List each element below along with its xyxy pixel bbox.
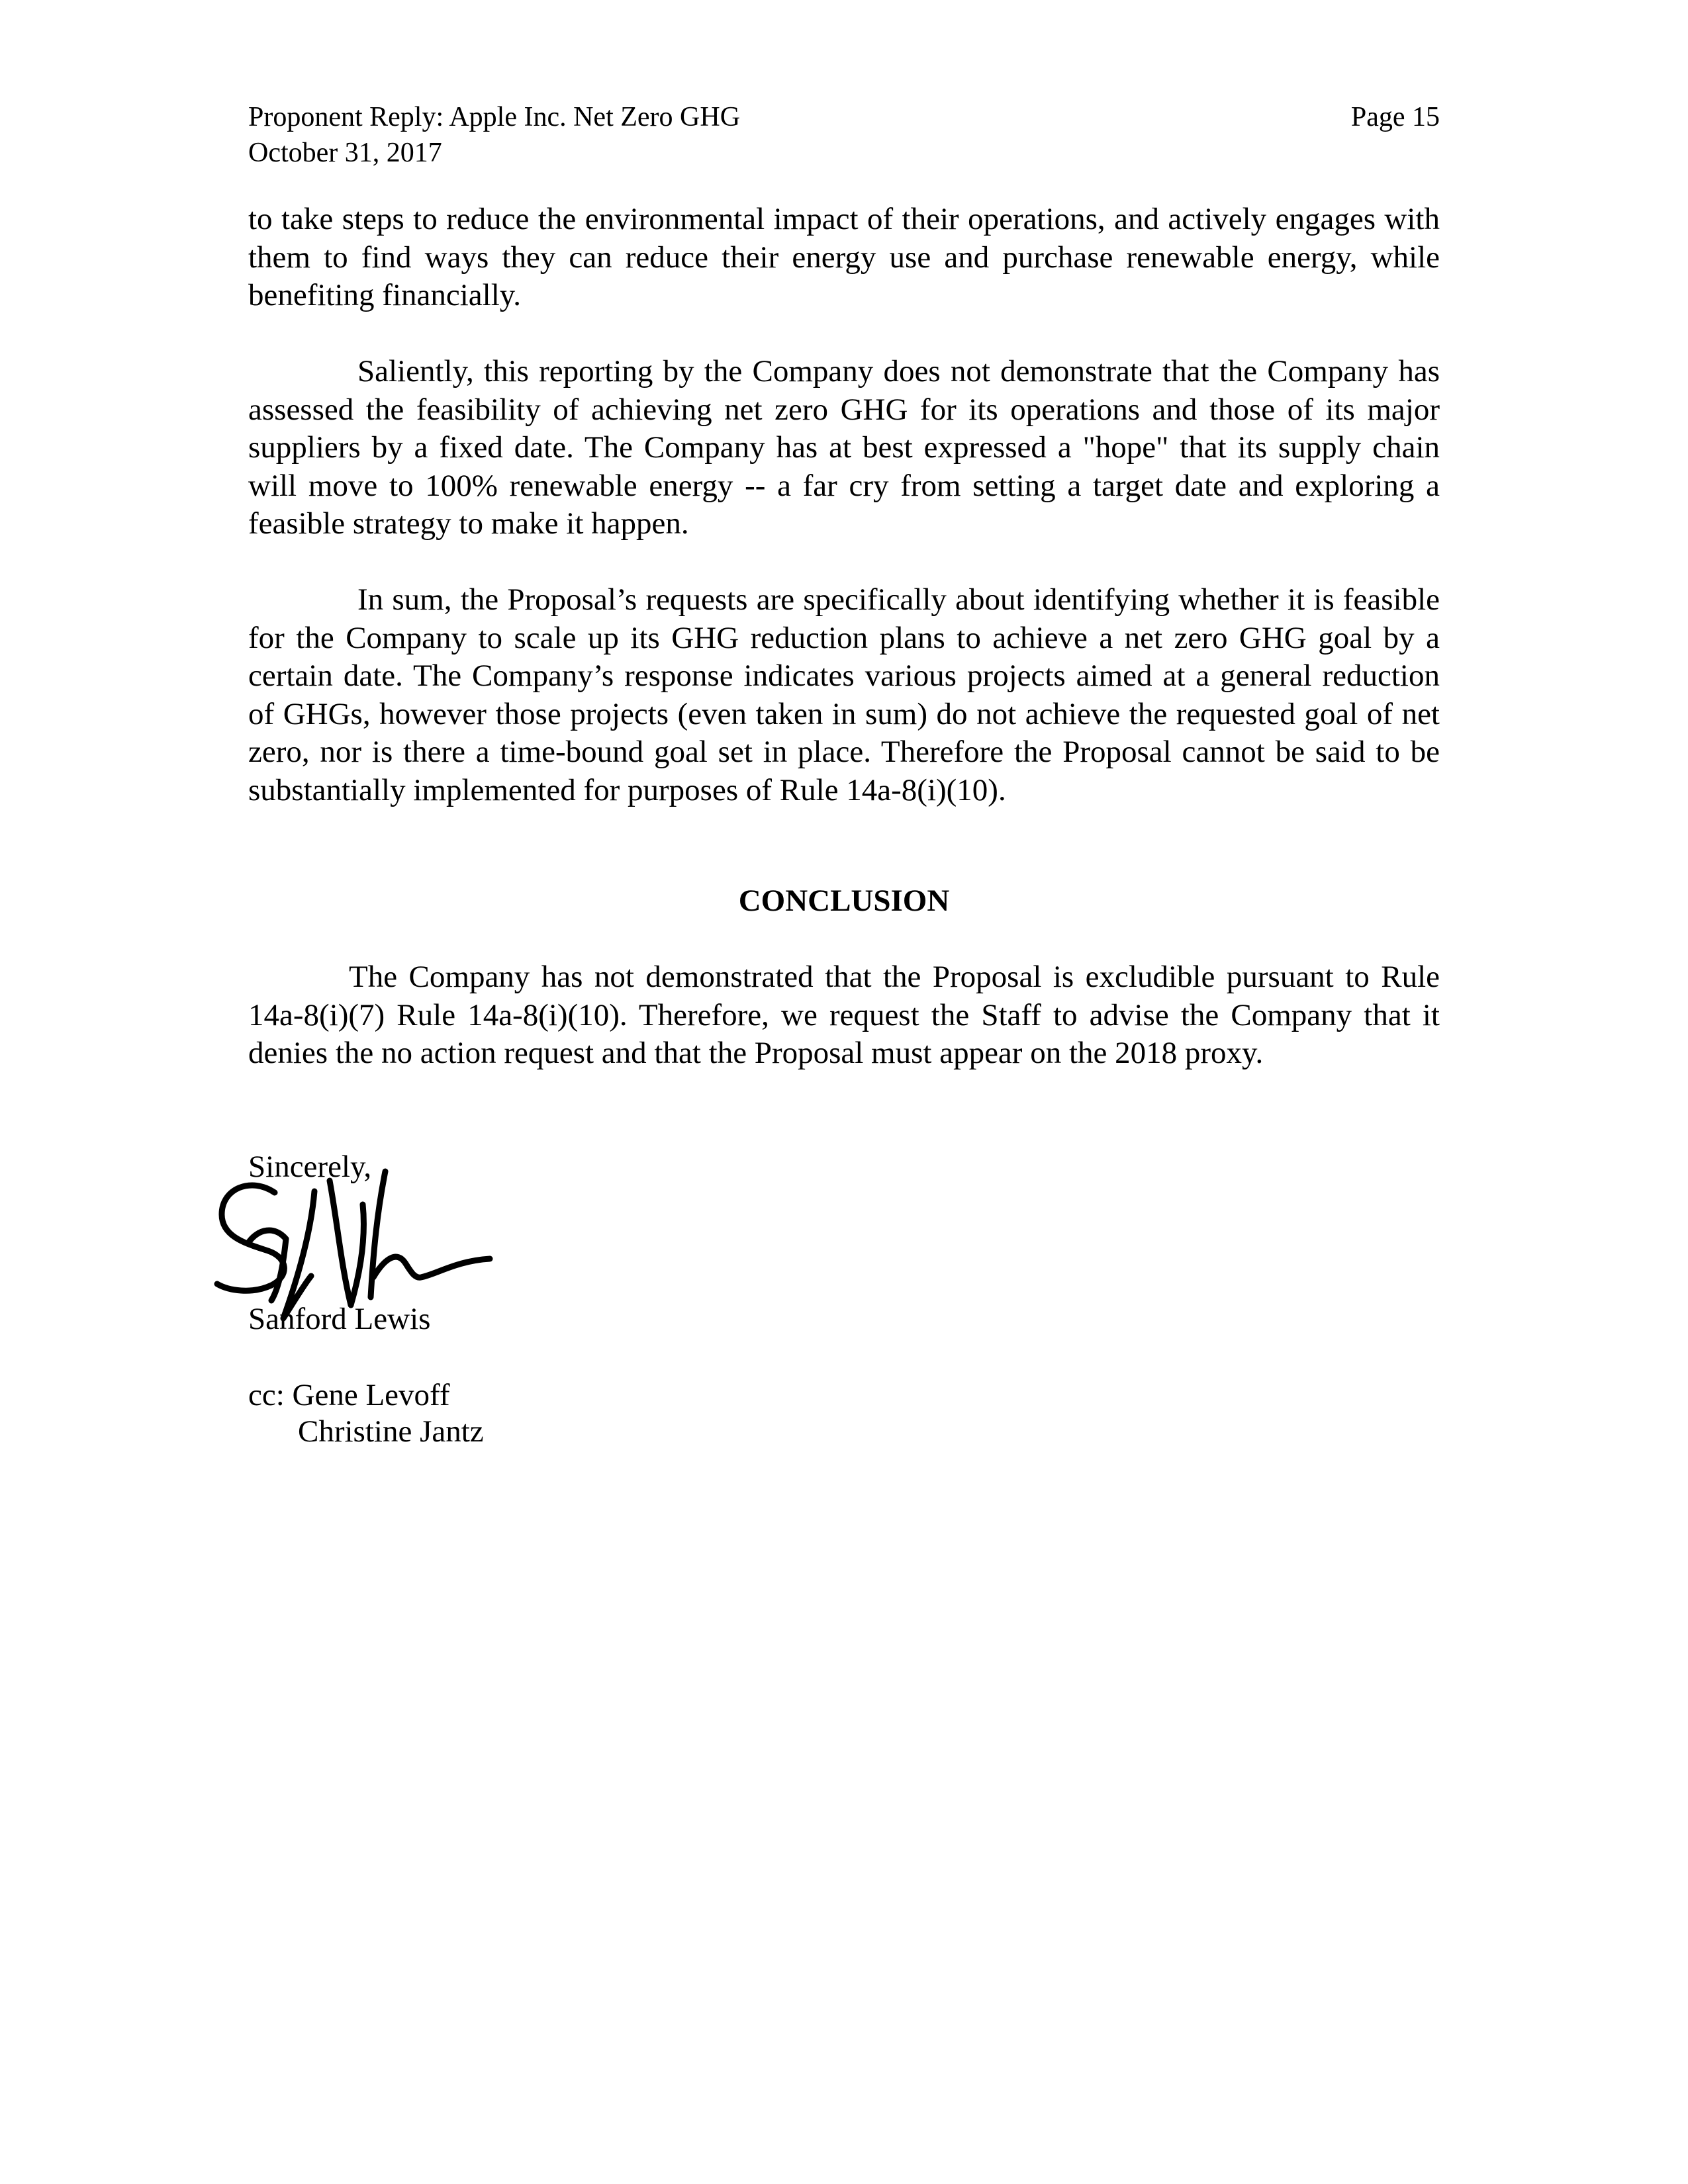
page-number: Page 15: [1350, 102, 1440, 132]
conclusion-heading: CONCLUSION: [738, 884, 950, 918]
body-paragraph-1: to take steps to reduce the environmental impact of their operations, and actively engages with them to find ways they can reduce their energy use and purchase renewable energy, while benefiting financially.: [248, 202, 1440, 312]
header-title: Proponent Reply: Apple Inc. Net Zero GHG: [248, 102, 741, 132]
page-header: [248, 99, 1440, 171]
header-row: [248, 99, 1440, 135]
cc-line-1: cc: Gene Levoff: [248, 1378, 450, 1412]
body-paragraph-2: Saliently, this reporting by the Company does not demonstrate that the Company has assessed the feasibility of achieving net zero GHG for its operations and those of its major suppliers by a fixed date. The Company has at best expressed a "hope" that its supply chain will move to 100% renewable energy -- a far cry from setting a target date and exploring a feasible strategy to make it happen.: [248, 354, 1440, 541]
body-paragraph-3: In sum, the Proposal’s requests are specifically about identifying whether it is feasible for the Company to scale up its GHG reduction plans to achieve a net zero GHG goal by a certain date. The Company’s response indicates various projects aimed at a general reduction of GHGs, however those projects (even taken in sum) do not achieve the requested goal of net zero, nor is there a time-bound goal set in place. Therefore the Proposal cannot be said to be substantially implemented for purposes of Rule 14a-8(i)(10).: [248, 582, 1440, 807]
handwritten-signature-icon: [212, 1165, 496, 1337]
cc-line-2: Christine Jantz: [298, 1414, 484, 1449]
header-date: October 31, 2017: [248, 138, 442, 168]
signer-name: Sanford Lewis: [248, 1302, 431, 1336]
valediction: Sincerely,: [248, 1150, 372, 1184]
conclusion-paragraph: The Company has not demonstrated that the Proposal is excludible pursuant to Rule 14a-8(i)(7) Rule 14a-8(i)(10). Therefore, we request the Staff to advise the Company that it denies the no action request and that the Proposal must appear on the 2018 proxy.: [248, 960, 1440, 1070]
